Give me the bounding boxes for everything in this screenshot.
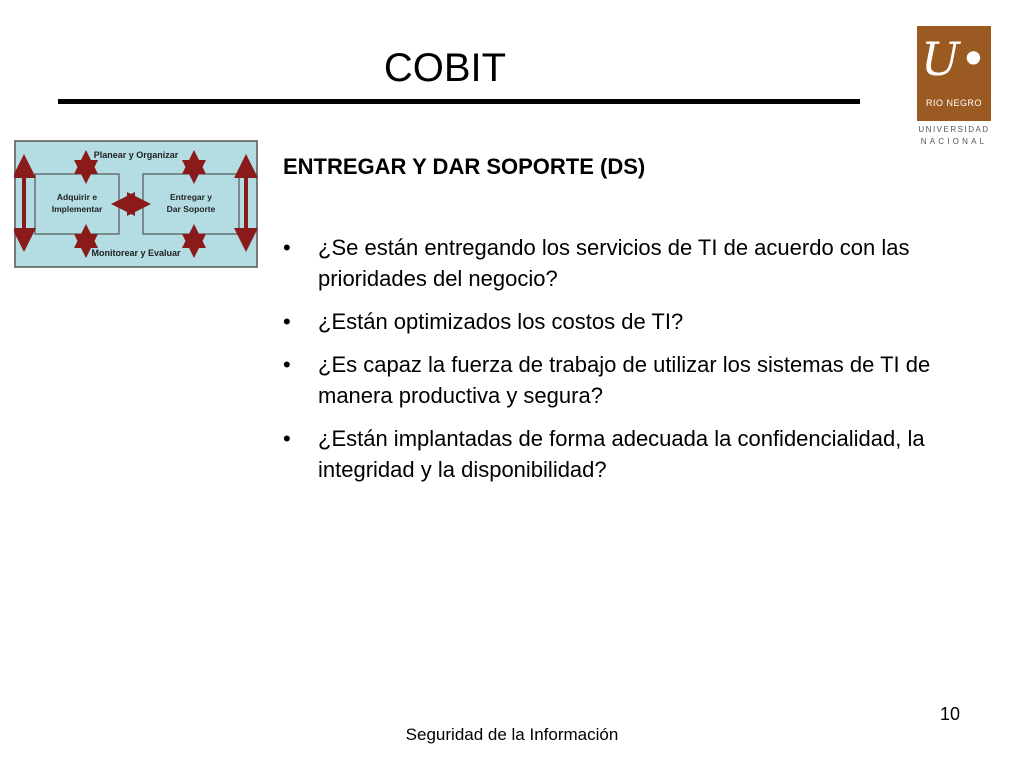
list-item-text: ¿Están implantadas de forma adecuada la confidencialidad, la integridad y la disponibilidad? [318, 426, 925, 482]
cobit-domains-diagram [14, 140, 258, 268]
university-logo [915, 24, 993, 150]
list-item [283, 423, 983, 485]
footer-text: Seguridad de la Información [405, 725, 619, 744]
diagram-box-adquirir-line2: Implementar [51, 204, 103, 214]
diagram-top-label: Planear y Organizar [93, 150, 179, 160]
slide-title: COBIT [383, 46, 507, 90]
diagram-box-entregar-line2: Dar Soporte [166, 204, 216, 214]
logo-mark: U• [921, 32, 987, 86]
bullet-icon: • [283, 309, 291, 334]
diagram-box-adquirir-line1: Adquirir e [56, 192, 98, 202]
list-item-text: ¿Están optimizados los costos de TI? [318, 309, 684, 334]
logo-line-1: UNIVERSIDAD [918, 125, 990, 134]
logo-emblem [917, 26, 991, 121]
bullet-icon: • [283, 352, 291, 377]
bullet-icon: • [283, 426, 291, 451]
list-item-text: ¿Se están entregando los servicios de TI de acuerdo con las prioridades del negocio? [318, 235, 910, 291]
page-number: 10 [939, 704, 961, 724]
diagram-bottom-label: Monitorear y Evaluar [91, 248, 181, 258]
logo-city: RIO NEGRO [925, 98, 982, 108]
title-underline [58, 99, 860, 104]
list-item-text: ¿Es capaz la fuerza de trabajo de utilizar los sistemas de TI de manera productiva y segura? [318, 352, 931, 408]
list-item [283, 232, 983, 294]
list-item [283, 349, 983, 411]
bullet-icon: • [283, 235, 291, 260]
logo-line-2: NACIONAL [920, 137, 988, 146]
section-heading: ENTREGAR Y DAR SOPORTE (DS) [283, 154, 646, 179]
list-item [283, 306, 983, 337]
question-list [283, 232, 983, 497]
diagram-box-entregar-line1: Entregar y [169, 192, 213, 202]
